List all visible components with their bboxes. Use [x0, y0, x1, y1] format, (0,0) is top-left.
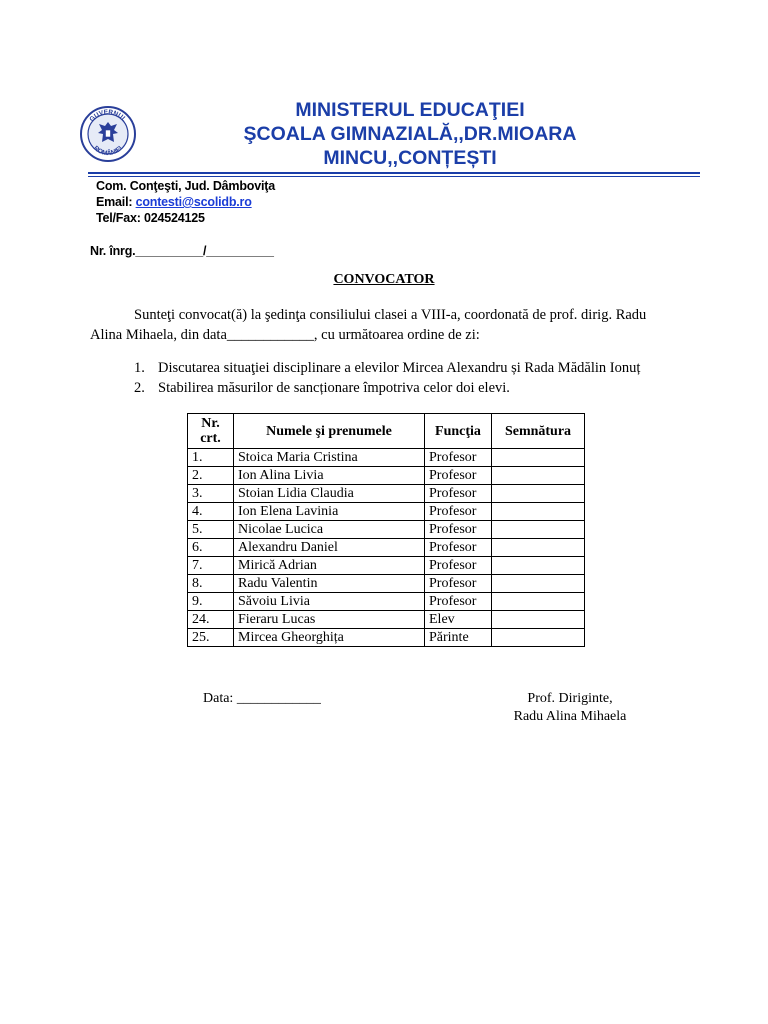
- table-row: 24. Fieraru Lucas Elev: [188, 611, 585, 629]
- header-divider-thin: [88, 176, 700, 177]
- signature-cell: [492, 503, 585, 521]
- intro-line-1: Sunteţi convocat(ă) la şedinţa consiliului clasei a VIII-a, coordonată de prof. dirig. Radu: [134, 307, 647, 323]
- intro-paragraph: [90, 305, 680, 345]
- table-row: 25. Mircea Gheorghița Părinte: [188, 629, 585, 647]
- date-field: Data: ____________: [203, 691, 321, 706]
- signature-cell: [492, 557, 585, 575]
- table-row: 8. Radu Valentin Profesor: [188, 575, 585, 593]
- signature-cell: [492, 449, 585, 467]
- signature-cell: [492, 611, 585, 629]
- contact-telfax: Tel/Fax: 024524125: [96, 211, 205, 225]
- document-title: CONVOCATOR: [333, 272, 435, 287]
- table-row: 7. Mirică Adrian Profesor: [188, 557, 585, 575]
- signature-cell: [492, 629, 585, 647]
- signature-cell: [492, 485, 585, 503]
- agenda-list: [134, 358, 640, 398]
- table-row: 4. Ion Elena Lavinia Profesor: [188, 503, 585, 521]
- email-link[interactable]: contesti@scolidb.ro: [135, 195, 252, 209]
- signer-title: Prof. Diriginte,: [527, 691, 613, 706]
- intro-line-2: Alina Mihaela, din data____________, cu următoarea ordine de zi:: [90, 327, 480, 343]
- signature-cell: [492, 521, 585, 539]
- header-divider: [88, 172, 700, 174]
- signature-block: [480, 690, 660, 726]
- header-school-line1: ŞCOALA GIMNAZIALĂ,,DR.MIOARA: [243, 123, 577, 145]
- contact-email-line: [96, 194, 252, 210]
- attendance-table: [187, 413, 585, 647]
- email-label: Email:: [96, 195, 136, 209]
- table-row: 5. Nicolae Lucica Profesor: [188, 521, 585, 539]
- signature-cell: [492, 539, 585, 557]
- government-seal-icon: [80, 106, 136, 162]
- seal-bottom-text: ROMÂNIEI: [92, 144, 124, 158]
- table-row: 9. Săvoiu Livia Profesor: [188, 593, 585, 611]
- signature-cell: [492, 467, 585, 485]
- header-ministry: MINISTERUL EDUCAŢIEI: [295, 99, 525, 121]
- table-row: 6. Alexandru Daniel Profesor: [188, 539, 585, 557]
- table-row: 3. Stoian Lidia Claudia Profesor: [188, 485, 585, 503]
- signature-cell: [492, 593, 585, 611]
- seal-top-text: GUVERNUL: [88, 108, 128, 124]
- col-header-signature: Semnătura: [492, 414, 585, 449]
- agenda-item: 1. Discutarea situaţiei disciplinare a elevilor Mircea Alexandru și Rada Mădălin Ionuț: [134, 360, 641, 376]
- signature-cell: [492, 575, 585, 593]
- table-header-row: [188, 414, 585, 449]
- header-school-line2: MINCU,,CONȚEȘTI: [323, 147, 497, 169]
- registration-number: Nr. înrg.__________/__________: [90, 244, 274, 258]
- col-header-role: Funcţia: [425, 414, 492, 449]
- col-header-name: Numele şi prenumele: [234, 414, 425, 449]
- col-header-nr: Nr. crt.: [188, 414, 234, 449]
- agenda-item: 2. Stabilirea măsurilor de sancționare împotriva celor doi elevi.: [134, 380, 510, 396]
- contact-address: Com. Conţeşti, Jud. Dâmboviţa: [96, 179, 275, 193]
- table-row: 2. Ion Alina Livia Profesor: [188, 467, 585, 485]
- table-row: 1. Stoica Maria Cristina Profesor: [188, 449, 585, 467]
- signer-name: Radu Alina Mihaela: [513, 709, 627, 724]
